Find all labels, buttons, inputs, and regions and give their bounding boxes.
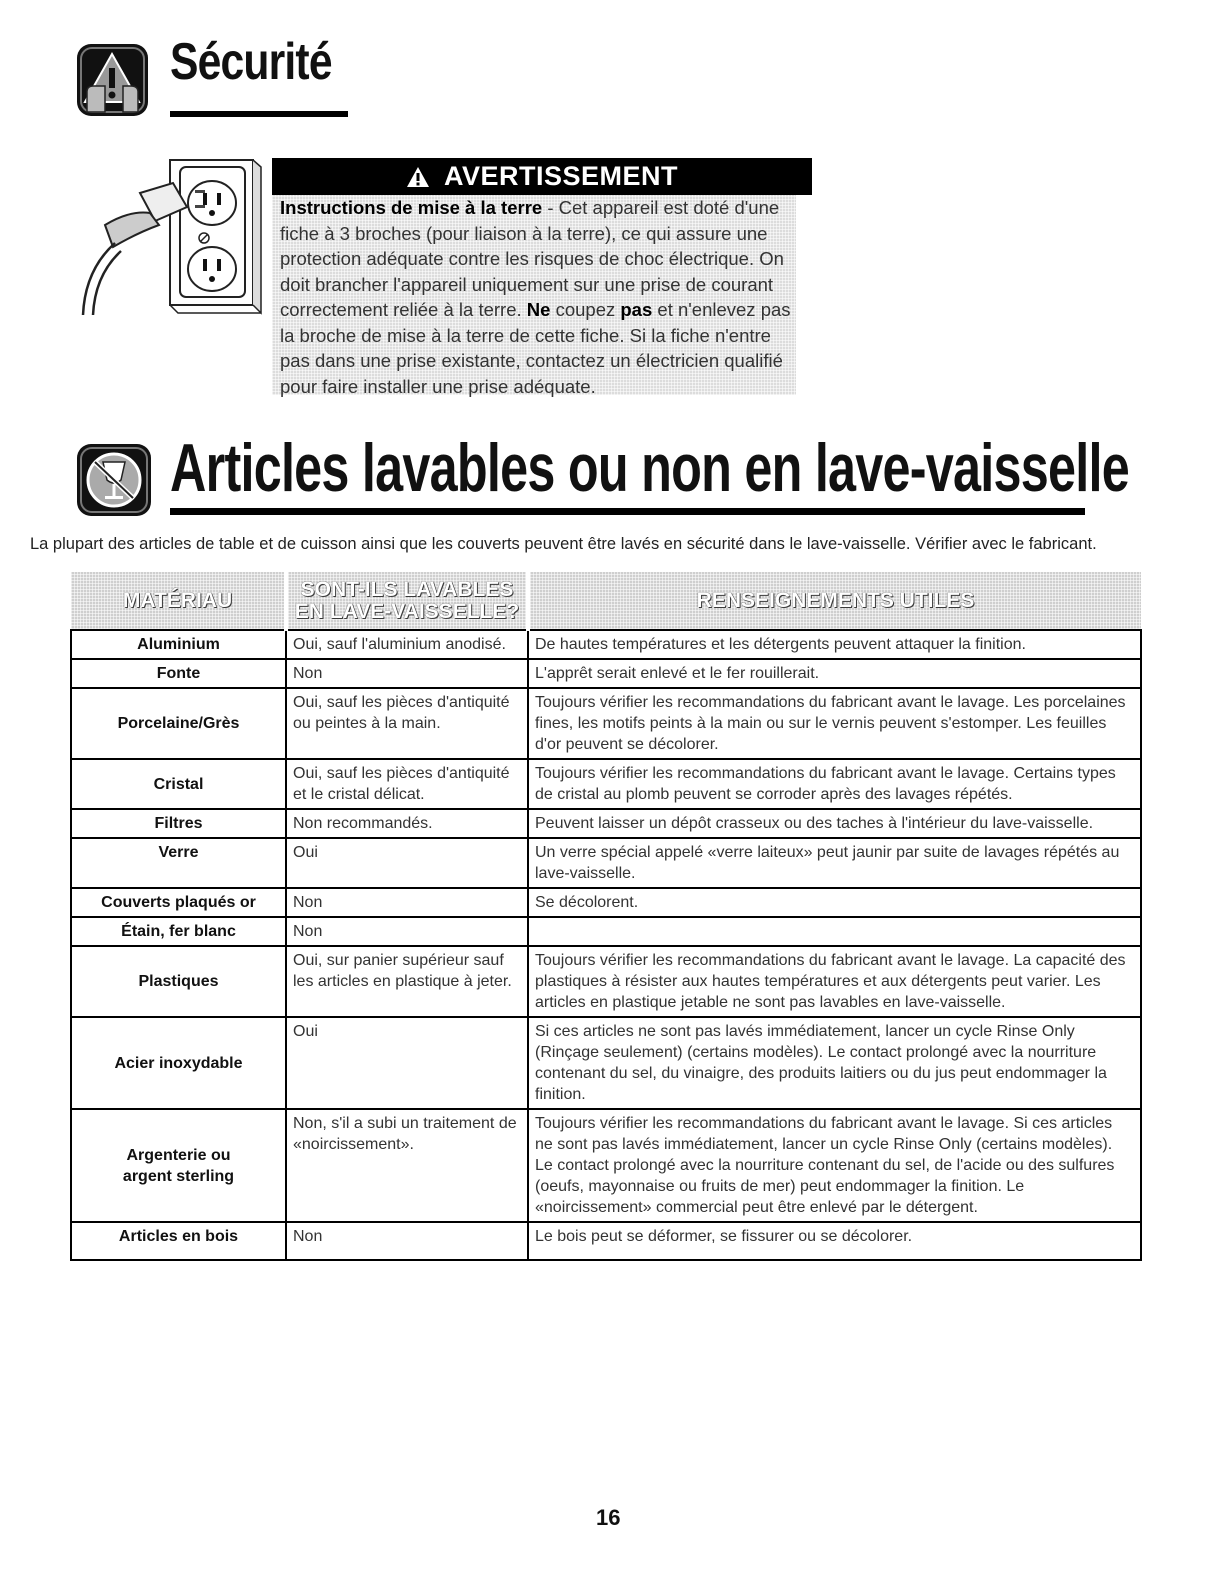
- info-cell: Si ces articles ne sont pas lavés immédiatement, lancer un cycle Rinse Only (Rinçage seulement) (certains modèles). Le contact prolongé avec la nourriture contenant du sel, du vinaigre, des produits laitiers ou du jus peut endommager la finition.: [528, 1017, 1141, 1109]
- material-cell: Cristal: [71, 759, 286, 809]
- washable-cell: Non: [286, 917, 528, 946]
- no-wineglass-icon: [75, 440, 153, 520]
- material-cell: Filtres: [71, 809, 286, 838]
- material-line-2: argent sterling: [122, 1167, 235, 1185]
- warning-text-3: et n'enlevez pas la broche de mise à la terre de cette fiche. Si la fiche n'entre pas dans une prise existante, contactez un électricien qualifié pour faire installer une prise adéquate.: [280, 299, 791, 397]
- info-cell: Le bois peut se déformer, se fissurer ou se décolorer.: [528, 1222, 1141, 1260]
- table-row: [71, 838, 1141, 888]
- table-row: [71, 1222, 1141, 1260]
- safety-title: Sécurité: [170, 33, 332, 91]
- page-number: 16: [596, 1505, 621, 1530]
- info-cell: Toujours vérifier les recommandations du fabricant avant le lavage. Les porcelaines fines, les motifs peints à la main ou sur le vernis peuvent s'estomper. Les feuilles d'or peuvent se décolorer.: [528, 688, 1141, 759]
- table-row: [71, 888, 1141, 917]
- info-cell: Se décolorent.: [528, 888, 1141, 917]
- warning-pas: pas: [620, 299, 653, 320]
- washable-cell: Non: [286, 659, 528, 688]
- warning-text-2: coupez: [550, 299, 621, 320]
- material-cell: Verre: [71, 838, 286, 888]
- info-cell: L'apprêt serait enlevé et le fer rouillerait.: [528, 659, 1141, 688]
- header-washable-line-1: SONT-ILS LAVABLES: [300, 577, 514, 601]
- material-line-1: Argenterie ou: [126, 1146, 231, 1164]
- washable-cell: Oui: [286, 838, 528, 888]
- washable-cell: Oui, sauf l'aluminium anodisé.: [286, 630, 528, 659]
- alert-triangle-icon: [406, 166, 430, 188]
- header-info: RENSEIGNEMENTS UTILES: [528, 572, 1141, 630]
- header-washable: [286, 572, 528, 630]
- info-cell: De hautes températures et les détergents peuvent attaquer la finition.: [528, 630, 1141, 659]
- table-row: [71, 759, 1141, 809]
- table-row: [71, 659, 1141, 688]
- table-row: [71, 917, 1141, 946]
- articles-title: Articles lavables ou non en lave-vaisselle: [170, 430, 1130, 506]
- material-cell: Étain, fer blanc: [71, 917, 286, 946]
- info-cell: Peuvent laisser un dépôt crasseux ou des taches à l'intérieur du lave-vaisselle.: [528, 809, 1141, 838]
- washable-cell: Oui, sauf les pièces d'antiquité ou peintes à la main.: [286, 688, 528, 759]
- material-cell: Fonte: [71, 659, 286, 688]
- safety-title-rule: [170, 111, 348, 117]
- warning-hand-icon: [75, 40, 150, 120]
- table-row: [71, 630, 1141, 659]
- material-cell: Plastiques: [71, 946, 286, 1017]
- washable-cell: Oui, sauf les pièces d'antiquité et le cristal délicat.: [286, 759, 528, 809]
- header-washable-line-2: EN LAVE-VAISSELLE?: [294, 599, 520, 623]
- info-cell: [528, 917, 1141, 946]
- warning-text-1: - Cet appareil est doté d'une fiche à 3 broches (pour liaison à la terre), ce qui assure une protection adéquate contre les risques de choc électrique. On doit brancher l'appareil uniquement sur une prise de courant correctement reliée à la terre.: [280, 197, 784, 320]
- info-cell: Un verre spécial appelé «verre laiteux» peut jaunir par suite de lavages répétés au lave-vaisselle.: [528, 838, 1141, 888]
- articles-title-rule: [170, 508, 1085, 515]
- table-row: [71, 946, 1141, 1017]
- outlet-plug-illustration: [75, 155, 265, 325]
- header-material: MATÉRIAU: [71, 572, 286, 630]
- material-cell: [71, 1109, 286, 1222]
- articles-intro: La plupart des articles de table et de cuisson ainsi que les couverts peuvent être lavés en sécurité dans le lave-vaisselle. Vérifier avec le fabricant.: [30, 535, 1097, 553]
- table-row: [71, 1017, 1141, 1109]
- warning-heading: [272, 158, 812, 195]
- washable-cell: Non recommandés.: [286, 809, 528, 838]
- dishwasher-materials-table: [70, 572, 1142, 1261]
- info-cell: Toujours vérifier les recommandations du fabricant avant le lavage. La capacité des plastiques à résister aux hautes températures et aux détergents peut varier. Les articles en plastique jetable ne sont pas lavables en lave-vaisselle.: [528, 946, 1141, 1017]
- washable-cell: Non: [286, 1222, 528, 1260]
- washable-cell: Non, s'il a subi un traitement de «noircissement».: [286, 1109, 528, 1222]
- info-cell: Toujours vérifier les recommandations du fabricant avant le lavage. Si ces articles ne sont pas lavés immédiatement, lancer un cycle Rinse Only (certains modèles). Le contact prolongé avec la nourriture contenant du sel, de l'acide ou des sulfures (oeufs, mayonnaise ou fruits de mer) peut endommager la finition. Le «noircissement» commercial peut être enlevé par le détergent.: [528, 1109, 1141, 1222]
- material-cell: Acier inoxydable: [71, 1017, 286, 1109]
- washable-cell: Oui: [286, 1017, 528, 1109]
- material-cell: Porcelaine/Grès: [71, 688, 286, 759]
- table-row: [71, 809, 1141, 838]
- warning-body: [272, 195, 796, 395]
- info-cell: Toujours vérifier les recommandations du fabricant avant le lavage. Certains types de cristal au plomb peuvent se corroder après des lavages répétés.: [528, 759, 1141, 809]
- table-header-row: [71, 572, 1141, 630]
- table-row: [71, 1109, 1141, 1222]
- washable-cell: Non: [286, 888, 528, 917]
- table-row: [71, 688, 1141, 759]
- warning-ne: Ne: [526, 299, 551, 320]
- material-cell: Couverts plaqués or: [71, 888, 286, 917]
- washable-cell: Oui, sur panier supérieur sauf les articles en plastique à jeter.: [286, 946, 528, 1017]
- material-cell: Aluminium: [71, 630, 286, 659]
- material-cell: Articles en bois: [71, 1222, 286, 1260]
- warning-heading-text: AVERTISSEMENT: [443, 161, 679, 191]
- warning-lead: Instructions de mise à la terre: [280, 197, 543, 218]
